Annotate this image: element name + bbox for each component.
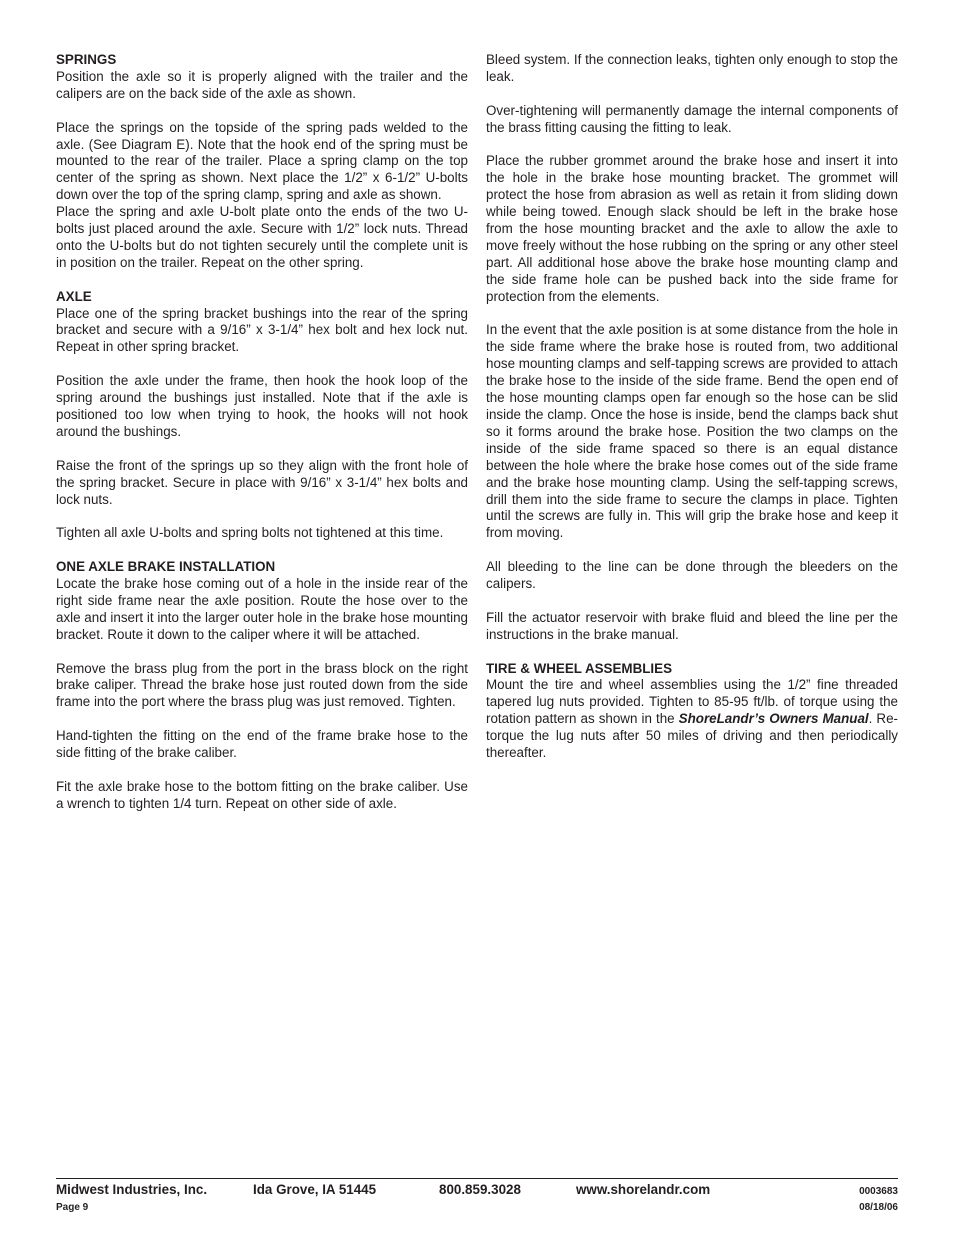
axle-paragraph-2: Position the axle under the frame, then hook the hook loop of the spring around the bushings just installed. Note that if the axle is positioned too low when trying to hook, the hooks will not hook around the bushings. bbox=[56, 373, 468, 439]
springs-heading: SPRINGS bbox=[56, 52, 117, 67]
footer-page-number: Page 9 bbox=[56, 1202, 89, 1213]
brake-paragraph-4: Fit the axle brake hose to the bottom fitting on the brake caliber. Use a wrench to tighten 1/4 turn. Repeat on other side of axle. bbox=[56, 778, 468, 811]
footer-company: Midwest Industries, Inc. bbox=[56, 1182, 208, 1197]
springs-paragraph-3: Place the spring and axle U-bolt plate onto the ends of the two U-bolts just placed around the axle. Secure with 1/2” lock nuts. Thread onto the U-bolts but do not tighten securely until the complete unit is in position on the trailer. Repeat on the other spring. bbox=[56, 204, 468, 270]
footer-phone: 800.859.3028 bbox=[439, 1182, 521, 1197]
brake-paragraph-1: Locate the brake hose coming out of a hole in the inside rear of the right side frame near the axle position. Route the hose over to the axle and insert it into the larger outer hole in the brake hose mounting bracket. Route it down to the caliper where it will be attached. bbox=[56, 576, 468, 642]
tire-text-before: Mount the tire and wheel assemblies using the 1/2” fine threaded tapered lug nuts provided. Tighten to 85-95 ft/lb. of torque using the rotation pattern as shown in the bbox=[486, 677, 898, 727]
tire-wheel-heading: TIRE & WHEEL ASSEMBLIES bbox=[486, 660, 672, 676]
footer-doc-code: 0003683 bbox=[859, 1186, 898, 1197]
tire-wheel-paragraph bbox=[486, 677, 898, 762]
axle-paragraph-3: Raise the front of the springs up so they align with the front hole of the spring bracket. Secure in place with 9/16” x 3-1/4” hex bolts and lock nuts. bbox=[56, 457, 468, 507]
footer-website: www.shorelandr.com bbox=[576, 1182, 711, 1197]
tire-text-after: . Re-torque the lug nuts after 50 miles of driving and then periodically thereafter. bbox=[486, 711, 898, 761]
brake-paragraph-2: Remove the brass plug from the port in the brass block on the right brake caliper. Thread the brake hose just routed down from the side frame into the port where the brass plug was just removed. Tighten. bbox=[56, 660, 468, 710]
footer-date: 08/18/06 bbox=[859, 1202, 898, 1213]
springs-paragraph-1: Position the axle so it is properly aligned with the trailer and the calipers are on the back side of the axle as shown. bbox=[56, 68, 468, 101]
springs-paragraph-2: Place the springs on the topside of the spring pads welded to the axle. (See Diagram E). Note that the hook end of the spring must be mounted to the rear of the trailer. Place a spring clamp on the top center of the spring as shown. Next place the 1/2” x 6-1/2” U-bolts down over the top of the spring clamp, spring and axle as shown. bbox=[56, 119, 468, 203]
clamps-paragraph: In the event that the axle position is at some distance from the hole in the side frame where the brake hose is routed from, two additional hose mounting clamps and self-tapping screws are provided to attach the brake hose to the inside of the side frame. Bend the open end of the hose mounting clamps open far enough so the hose can be slid inside the clamp. Once the hose is inside, bend the clamps back shut so it forms around the brake hose. Position the two clamps on the inside of the side frame spaced so there is an equal distance between the hole where the brake hose comes out of the side frame and the brake hose mounting clamp. Using the self-tapping screws, drill them into the side frame to secure the clamps in place. Tighten until the screws are fully in. This will grip the brake hose and keep it from moving. bbox=[486, 322, 898, 541]
owners-manual-title: ShoreLandr’s Owners Manual bbox=[678, 711, 869, 727]
left-column bbox=[56, 52, 468, 830]
bleeding-paragraph: All bleeding to the line can be done through the bleeders on the calipers. bbox=[486, 559, 898, 592]
brake-paragraph-3: Hand-tighten the fitting on the end of the frame brake hose to the side fitting of the brake caliber. bbox=[56, 728, 468, 761]
reservoir-paragraph: Fill the actuator reservoir with brake fluid and bleed the line per the instructions in the brake manual. bbox=[486, 609, 898, 642]
footer-divider bbox=[56, 1178, 898, 1179]
grommet-paragraph: Place the rubber grommet around the brake hose and insert it into the hole in the brake hose mounting bracket. The grommet will protect the hose from abrasion as well as retain it from sliding down while being towed. Enough slack should be left in the brake hose from the hose mounting bracket and the axle to allow the axle to move freely without the hose rubbing on the spring or any other steel part. All additional hose above the brake hose mounting clamp and the side frame hole can be pushed back into the side frame for protection from the elements. bbox=[486, 153, 898, 304]
footer-city: Ida Grove, IA 51445 bbox=[253, 1182, 377, 1197]
over-tightening-paragraph: Over-tightening will permanently damage the internal components of the brass fitting causing the fitting to leak. bbox=[486, 102, 898, 135]
axle-paragraph-1: Place one of the spring bracket bushings into the rear of the spring bracket and secure with a 9/16” x 3-1/4” hex bolt and hex lock nut. Repeat in other spring bracket. bbox=[56, 305, 468, 355]
axle-paragraph-4: Tighten all axle U-bolts and spring bolts not tightened at this time. bbox=[56, 525, 444, 541]
right-column bbox=[486, 52, 898, 779]
brake-installation-heading: ONE AXLE BRAKE INSTALLATION bbox=[56, 559, 276, 575]
bleed-paragraph: Bleed system. If the connection leaks, tighten only enough to stop the leak. bbox=[486, 52, 898, 84]
axle-heading: AXLE bbox=[56, 288, 92, 304]
